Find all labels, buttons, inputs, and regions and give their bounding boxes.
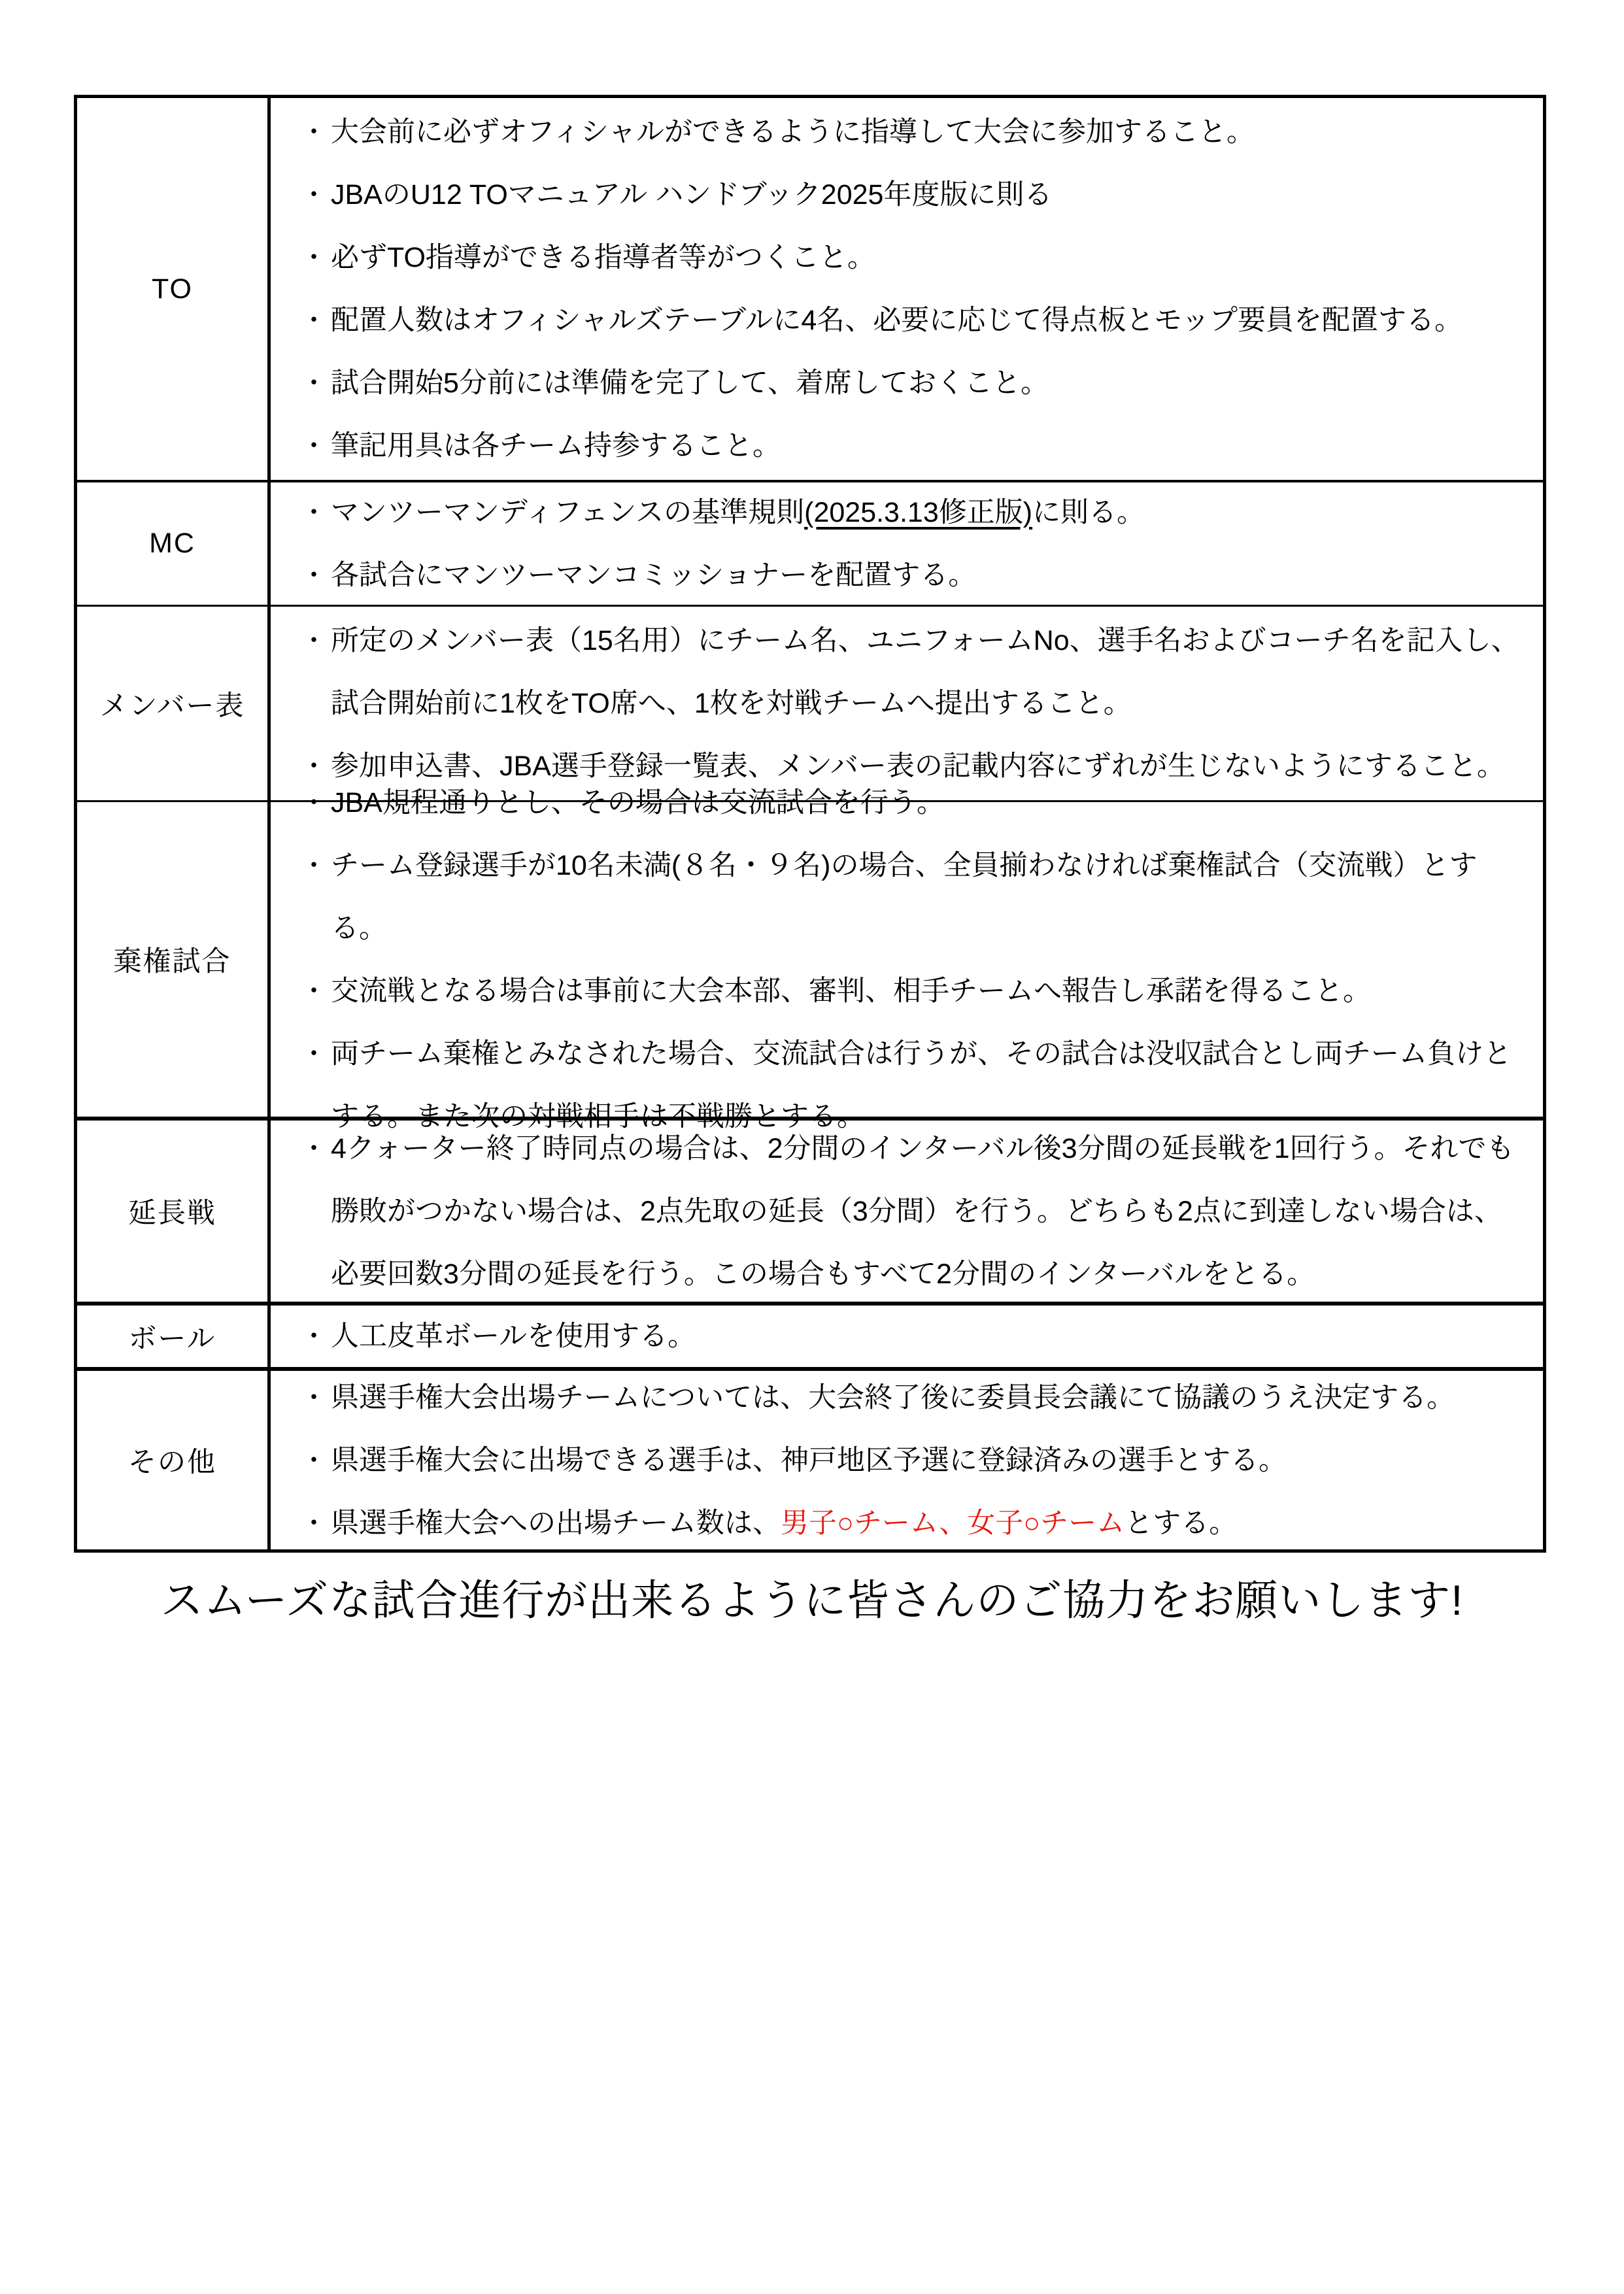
bullet-item bbox=[299, 960, 1519, 1022]
row-label-forfeit-game: 棄権試合 bbox=[77, 802, 271, 1117]
table-row-forfeit-game bbox=[77, 786, 1543, 1132]
row-label-member-list: メンバー表 bbox=[77, 607, 271, 800]
bullet-icon: ・ bbox=[301, 369, 327, 397]
bullet-text-post: に則る。 bbox=[1032, 496, 1145, 528]
underlined-revision-note: (2025.3.13修正版) bbox=[804, 496, 1033, 528]
bullet-icon: ・ bbox=[301, 851, 327, 880]
bullet-text: 各試合にマンツーマンコミッショナーを配置する。 bbox=[331, 559, 977, 591]
bullet-item bbox=[299, 163, 1519, 226]
bullet-icon: ・ bbox=[301, 243, 327, 272]
bullet-icon: ・ bbox=[301, 1322, 327, 1351]
team-count-highlight: 男子○チーム、女子○チーム bbox=[781, 1507, 1125, 1539]
bullet-text: 人工皮革ボールを使用する。 bbox=[331, 1321, 696, 1352]
table-row-overtime bbox=[77, 1117, 1543, 1302]
row-content-overtime bbox=[271, 1121, 1543, 1302]
bullet-text: 交流戦となる場合は事前に大会本部、審判、相手チームへ報告し承諾を得ること。 bbox=[331, 975, 1371, 1007]
bullet-icon: ・ bbox=[301, 788, 327, 817]
bullet-item bbox=[299, 101, 1519, 163]
bullet-item bbox=[299, 414, 1519, 477]
bullet-text-pre: 県選手権大会への出場チーム数は、 bbox=[331, 1507, 781, 1539]
bullet-icon: ・ bbox=[301, 431, 327, 460]
bullet-text: JBAのU12 TOマニュアル ハンドブック2025年度版に則る bbox=[331, 179, 1053, 211]
row-label-ball: ボール bbox=[77, 1306, 271, 1367]
bullet-icon: ・ bbox=[301, 306, 327, 335]
bullet-text: 参加申込書、JBA選手登録一覧表、メンバー表の記載内容にずれが生じないようにすること。 bbox=[331, 751, 1505, 782]
bullet-item bbox=[299, 834, 1519, 960]
bullet-icon: ・ bbox=[301, 1383, 327, 1412]
table-row-other bbox=[77, 1367, 1543, 1549]
bullet-icon: ・ bbox=[301, 1508, 327, 1538]
bullet-text-pre: マンツーマンディフェンスの基準規則 bbox=[331, 496, 805, 528]
bullet-item bbox=[299, 1429, 1519, 1492]
bullet-icon: ・ bbox=[301, 560, 327, 590]
bullet-item bbox=[299, 352, 1519, 414]
bullet-text: チーム登録選手が10名未満(８名・９名)の場合、全員揃わなければ棄権試合（交流戦）とする。 bbox=[331, 849, 1478, 944]
bullet-item bbox=[299, 481, 1519, 544]
row-content-ball bbox=[271, 1306, 1543, 1367]
closing-message: スムーズな試合進行が出来るように皆さんのご協力をお願いします! bbox=[160, 1576, 1464, 1624]
row-label-mc: MC bbox=[77, 482, 271, 605]
bullet-text: 両チーム棄権とみなされた場合、交流試合は行うが、その試合は没収試合とし両チーム負けとする。また次の対戦相手は不戦勝とする。 bbox=[331, 1037, 1512, 1132]
bullet-text: 配置人数はオフィシャルズテーブルに4名、必要に応じて得点板とモップ要員を配置する。 bbox=[331, 305, 1463, 336]
table-row-ball bbox=[77, 1302, 1543, 1367]
bullet-icon: ・ bbox=[301, 976, 327, 1005]
bullet-text: 4クォーター終了時同点の場合は、2分間のインターバル後3分間の延長戦を1回行う。それでも勝敗がつかない場合は、2点先取の延長（3分間）を行う。どちらも2点に到達しない場合は、必要回数3分間の延長を行う。この場合もすべて2分間のインターバルをとる。 bbox=[331, 1132, 1515, 1290]
bullet-text: 試合開始5分前には準備を完了して、着席しておくこと。 bbox=[331, 367, 1049, 399]
bullet-text: 所定のメンバー表（15名用）にチーム名、ユニフォームNo、選手名およびコーチ名を記入し、試合開始前に1枚をTO席へ、1枚を対戦チームへ提出すること。 bbox=[331, 625, 1519, 719]
bullet-icon: ・ bbox=[301, 498, 327, 527]
bullet-text: 県選手権大会出場チームについては、大会終了後に委員長会議にて協議のうえ決定する。 bbox=[331, 1381, 1455, 1413]
bullet-text: 必ずTO指導ができる指導者等がつくこと。 bbox=[331, 242, 875, 273]
bullet-item bbox=[299, 609, 1519, 735]
bullet-icon: ・ bbox=[301, 752, 327, 781]
row-label-overtime: 延長戦 bbox=[77, 1121, 271, 1302]
bullet-text-post: とする。 bbox=[1125, 1507, 1238, 1539]
bullet-text: 大会前に必ずオフィシャルができるように指導して大会に参加すること。 bbox=[331, 116, 1255, 148]
row-content-forfeit-game bbox=[271, 786, 1543, 1132]
bullet-item bbox=[299, 771, 1519, 834]
row-label-other: その他 bbox=[77, 1371, 271, 1549]
row-content-to bbox=[271, 98, 1543, 480]
bullet-item bbox=[299, 1117, 1519, 1306]
bullet-item bbox=[299, 1366, 1519, 1429]
row-content-other bbox=[271, 1371, 1543, 1549]
bullet-icon: ・ bbox=[301, 118, 327, 146]
bullet-text: 県選手権大会に出場できる選手は、神戸地区予選に登録済みの選手とする。 bbox=[331, 1444, 1287, 1476]
rules-table bbox=[74, 95, 1546, 1553]
table-row-to bbox=[77, 98, 1543, 480]
bullet-text: JBA規程通りとし、その場合は交流試合を行う。 bbox=[331, 786, 945, 818]
bullet-item bbox=[299, 289, 1519, 352]
bullet-icon: ・ bbox=[301, 1134, 327, 1163]
bullet-icon: ・ bbox=[301, 180, 327, 209]
bullet-icon: ・ bbox=[301, 1039, 327, 1068]
bullet-icon: ・ bbox=[301, 1445, 327, 1475]
table-row-mc bbox=[77, 480, 1543, 605]
row-label-to: TO bbox=[77, 98, 271, 480]
row-content-mc bbox=[271, 482, 1543, 605]
bullet-text: 筆記用具は各チーム持参すること。 bbox=[331, 430, 781, 462]
bullet-item bbox=[299, 544, 1519, 607]
bullet-item bbox=[299, 1492, 1519, 1555]
bullet-icon: ・ bbox=[301, 626, 327, 655]
bullet-item bbox=[299, 1305, 1519, 1368]
bullet-item bbox=[299, 226, 1519, 289]
